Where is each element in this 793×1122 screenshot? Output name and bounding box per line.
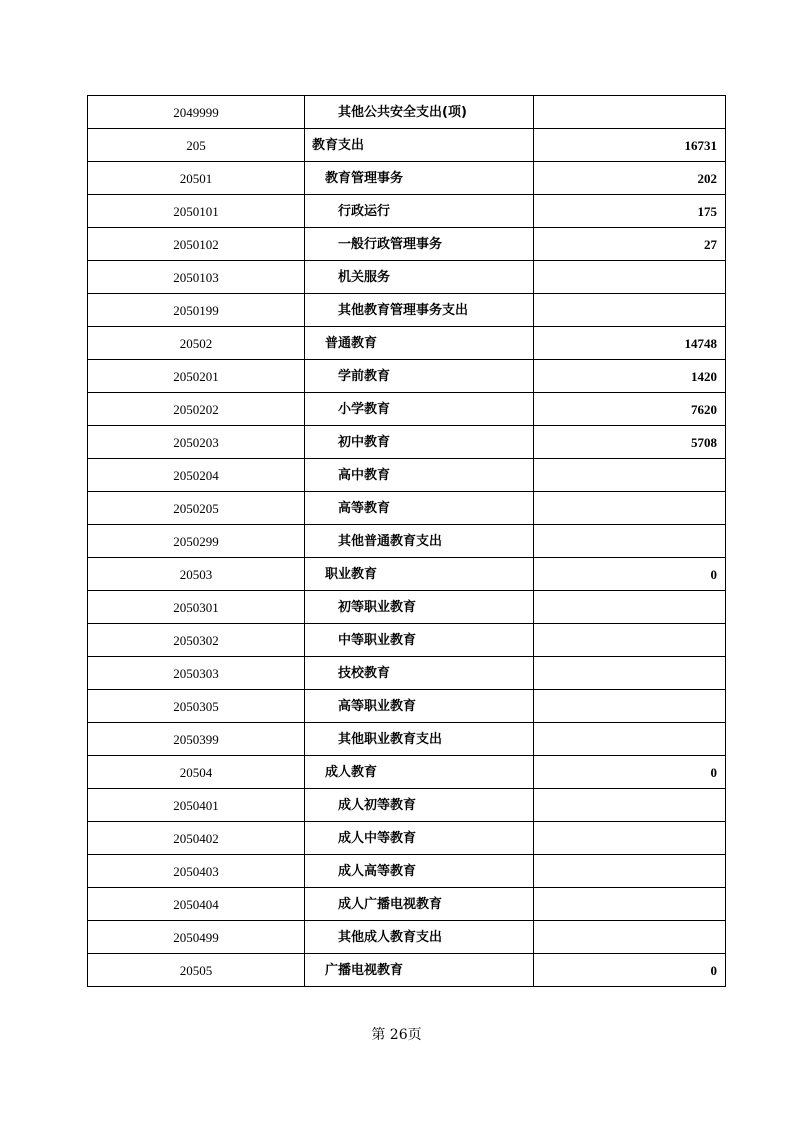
subject-name-cell: 初等职业教育 (305, 591, 534, 624)
subject-code-cell: 2050102 (88, 228, 305, 261)
amount-cell (534, 492, 726, 525)
subject-name-cell: 其他普通教育支出 (305, 525, 534, 558)
subject-code-cell: 205 (88, 129, 305, 162)
subject-code-cell: 2050301 (88, 591, 305, 624)
subject-name-cell: 高等职业教育 (305, 690, 534, 723)
amount-cell (534, 822, 726, 855)
subject-code-cell: 2050103 (88, 261, 305, 294)
amount-cell (534, 591, 726, 624)
subject-code-cell: 2049999 (88, 96, 305, 129)
amount-cell: 14748 (534, 327, 726, 360)
subject-code-cell: 2050202 (88, 393, 305, 426)
table-body (88, 96, 726, 987)
amount-cell (534, 657, 726, 690)
table-row (88, 393, 726, 426)
table-row (88, 294, 726, 327)
page-number: 第 26页 (371, 1027, 422, 1043)
subject-code-cell: 2050401 (88, 789, 305, 822)
subject-code-cell: 2050404 (88, 888, 305, 921)
amount-cell: 5708 (534, 426, 726, 459)
amount-cell (534, 96, 726, 129)
subject-name-cell: 其他公共安全支出(项) (305, 96, 534, 129)
subject-name-cell: 初中教育 (305, 426, 534, 459)
table-row (88, 162, 726, 195)
amount-cell: 202 (534, 162, 726, 195)
subject-code-cell: 20505 (88, 954, 305, 987)
subject-code-cell: 2050402 (88, 822, 305, 855)
amount-cell (534, 459, 726, 492)
amount-cell (534, 525, 726, 558)
table-row (88, 888, 726, 921)
amount-cell (534, 789, 726, 822)
table-row (88, 855, 726, 888)
table-row (88, 327, 726, 360)
table-row (88, 492, 726, 525)
amount-cell (534, 261, 726, 294)
amount-cell: 0 (534, 954, 726, 987)
amount-cell: 175 (534, 195, 726, 228)
subject-name-cell: 高等教育 (305, 492, 534, 525)
subject-code-cell: 2050403 (88, 855, 305, 888)
table-row (88, 756, 726, 789)
table-row (88, 558, 726, 591)
budget-table (87, 95, 726, 987)
amount-cell: 27 (534, 228, 726, 261)
amount-cell (534, 888, 726, 921)
subject-code-cell: 2050305 (88, 690, 305, 723)
subject-name-cell: 行政运行 (305, 195, 534, 228)
subject-name-cell: 小学教育 (305, 393, 534, 426)
subject-name-cell: 教育支出 (305, 129, 534, 162)
subject-code-cell: 2050499 (88, 921, 305, 954)
subject-name-cell: 技校教育 (305, 657, 534, 690)
table-row (88, 789, 726, 822)
subject-code-cell: 2050199 (88, 294, 305, 327)
subject-code-cell: 2050303 (88, 657, 305, 690)
subject-code-cell: 2050399 (88, 723, 305, 756)
subject-name-cell: 成人高等教育 (305, 855, 534, 888)
subject-name-cell: 成人广播电视教育 (305, 888, 534, 921)
subject-code-cell: 20502 (88, 327, 305, 360)
table-row (88, 822, 726, 855)
table-row (88, 921, 726, 954)
subject-code-cell: 2050299 (88, 525, 305, 558)
amount-cell: 1420 (534, 360, 726, 393)
subject-code-cell: 20503 (88, 558, 305, 591)
amount-cell (534, 921, 726, 954)
subject-name-cell: 中等职业教育 (305, 624, 534, 657)
amount-cell (534, 723, 726, 756)
subject-code-cell: 2050302 (88, 624, 305, 657)
amount-cell (534, 690, 726, 723)
table-row (88, 591, 726, 624)
amount-cell: 16731 (534, 129, 726, 162)
table-row (88, 459, 726, 492)
table-row (88, 129, 726, 162)
table-row (88, 360, 726, 393)
subject-code-cell: 20501 (88, 162, 305, 195)
amount-cell (534, 855, 726, 888)
table-row (88, 228, 726, 261)
subject-code-cell: 2050201 (88, 360, 305, 393)
table-row (88, 426, 726, 459)
table-row (88, 954, 726, 987)
amount-cell (534, 294, 726, 327)
subject-code-cell: 2050203 (88, 426, 305, 459)
table-row (88, 690, 726, 723)
amount-cell: 0 (534, 756, 726, 789)
table-row (88, 525, 726, 558)
subject-name-cell: 成人初等教育 (305, 789, 534, 822)
subject-name-cell: 机关服务 (305, 261, 534, 294)
subject-name-cell: 学前教育 (305, 360, 534, 393)
amount-cell: 0 (534, 558, 726, 591)
subject-code-cell: 2050204 (88, 459, 305, 492)
subject-name-cell: 其他成人教育支出 (305, 921, 534, 954)
subject-name-cell: 成人教育 (305, 756, 534, 789)
table-row (88, 96, 726, 129)
subject-name-cell: 成人中等教育 (305, 822, 534, 855)
subject-name-cell: 普通教育 (305, 327, 534, 360)
subject-name-cell: 高中教育 (305, 459, 534, 492)
subject-code-cell: 2050101 (88, 195, 305, 228)
subject-code-cell: 2050205 (88, 492, 305, 525)
table-row (88, 624, 726, 657)
table-row (88, 261, 726, 294)
subject-code-cell: 20504 (88, 756, 305, 789)
subject-name-cell: 其他职业教育支出 (305, 723, 534, 756)
subject-name-cell: 一般行政管理事务 (305, 228, 534, 261)
amount-cell (534, 624, 726, 657)
amount-cell: 7620 (534, 393, 726, 426)
subject-name-cell: 教育管理事务 (305, 162, 534, 195)
table-row (88, 195, 726, 228)
table-row (88, 657, 726, 690)
subject-name-cell: 职业教育 (305, 558, 534, 591)
subject-name-cell: 广播电视教育 (305, 954, 534, 987)
subject-name-cell: 其他教育管理事务支出 (305, 294, 534, 327)
table-row (88, 723, 726, 756)
